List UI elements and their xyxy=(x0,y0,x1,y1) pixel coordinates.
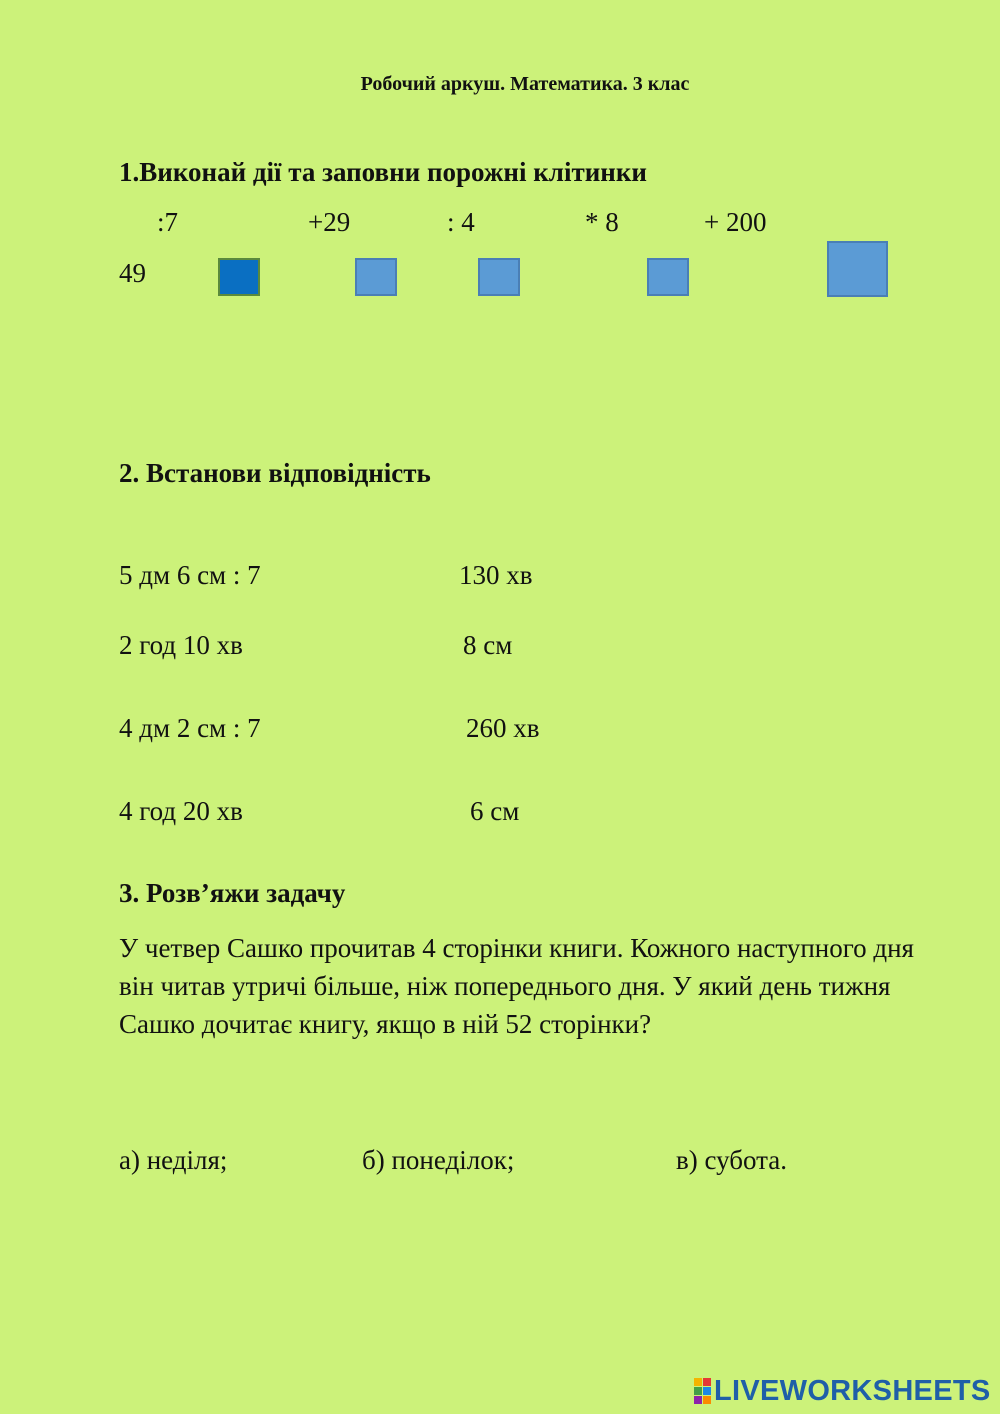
operation-divide-4: : 4 xyxy=(447,207,475,237)
match-right-item[interactable]: 130 хв xyxy=(459,560,533,590)
match-left-item[interactable]: 4 дм 2 см : 7 xyxy=(119,713,261,743)
task1-heading: 1.Виконай дії та заповни порожні клітинки xyxy=(119,157,647,187)
match-right-item[interactable]: 6 см xyxy=(470,796,520,826)
logo-mark-icon xyxy=(694,1378,711,1404)
logo-tile xyxy=(703,1378,711,1386)
match-left-item[interactable]: 5 дм 6 см : 7 xyxy=(119,560,261,590)
task3-problem-text: У четвер Сашко прочитав 4 сторінки книги. Кожного наступного дня він читав утричі більше, ніж попереднього дня. У який день тижня Сашко дочитає книгу, якщо в ній 52 сторінки? xyxy=(119,933,914,1039)
operation-multiply-8: * 8 xyxy=(585,207,619,237)
logo-tile xyxy=(694,1396,702,1404)
logo-tile xyxy=(703,1396,711,1404)
answer-box-5[interactable] xyxy=(827,241,888,297)
answer-option-c[interactable]: в) субота. xyxy=(676,1145,788,1175)
answer-box-3[interactable] xyxy=(478,258,520,296)
operation-plus-29: +29 xyxy=(308,207,351,237)
match-left-item[interactable]: 2 год 10 хв xyxy=(119,630,243,660)
answer-box-1[interactable] xyxy=(218,258,260,296)
answer-box-2[interactable] xyxy=(355,258,397,296)
answer-option-a[interactable]: а) неділя; xyxy=(119,1145,228,1175)
match-right-item[interactable]: 8 см xyxy=(463,630,513,660)
logo-text: LIVEWORKSHEETS xyxy=(714,1374,991,1407)
worksheet-title: Робочий аркуш. Математика. 3 клас xyxy=(360,73,690,95)
answer-option-b[interactable]: б) понеділок; xyxy=(362,1145,515,1175)
operation-divide-7: :7 xyxy=(157,207,179,237)
start-value: 49 xyxy=(119,258,146,288)
task3-heading: 3. Розв’яжи задачу xyxy=(119,878,346,908)
task2-heading: 2. Встанови відповідність xyxy=(119,458,431,488)
logo-tile xyxy=(694,1378,702,1386)
match-left-item[interactable]: 4 год 20 хв xyxy=(119,796,243,826)
logo-tile xyxy=(694,1387,702,1395)
answer-box-4[interactable] xyxy=(647,258,689,296)
liveworksheets-logo[interactable] xyxy=(694,1374,991,1408)
match-right-item[interactable]: 260 хв xyxy=(466,713,540,743)
operation-plus-200: + 200 xyxy=(704,207,767,237)
logo-tile xyxy=(703,1387,711,1395)
